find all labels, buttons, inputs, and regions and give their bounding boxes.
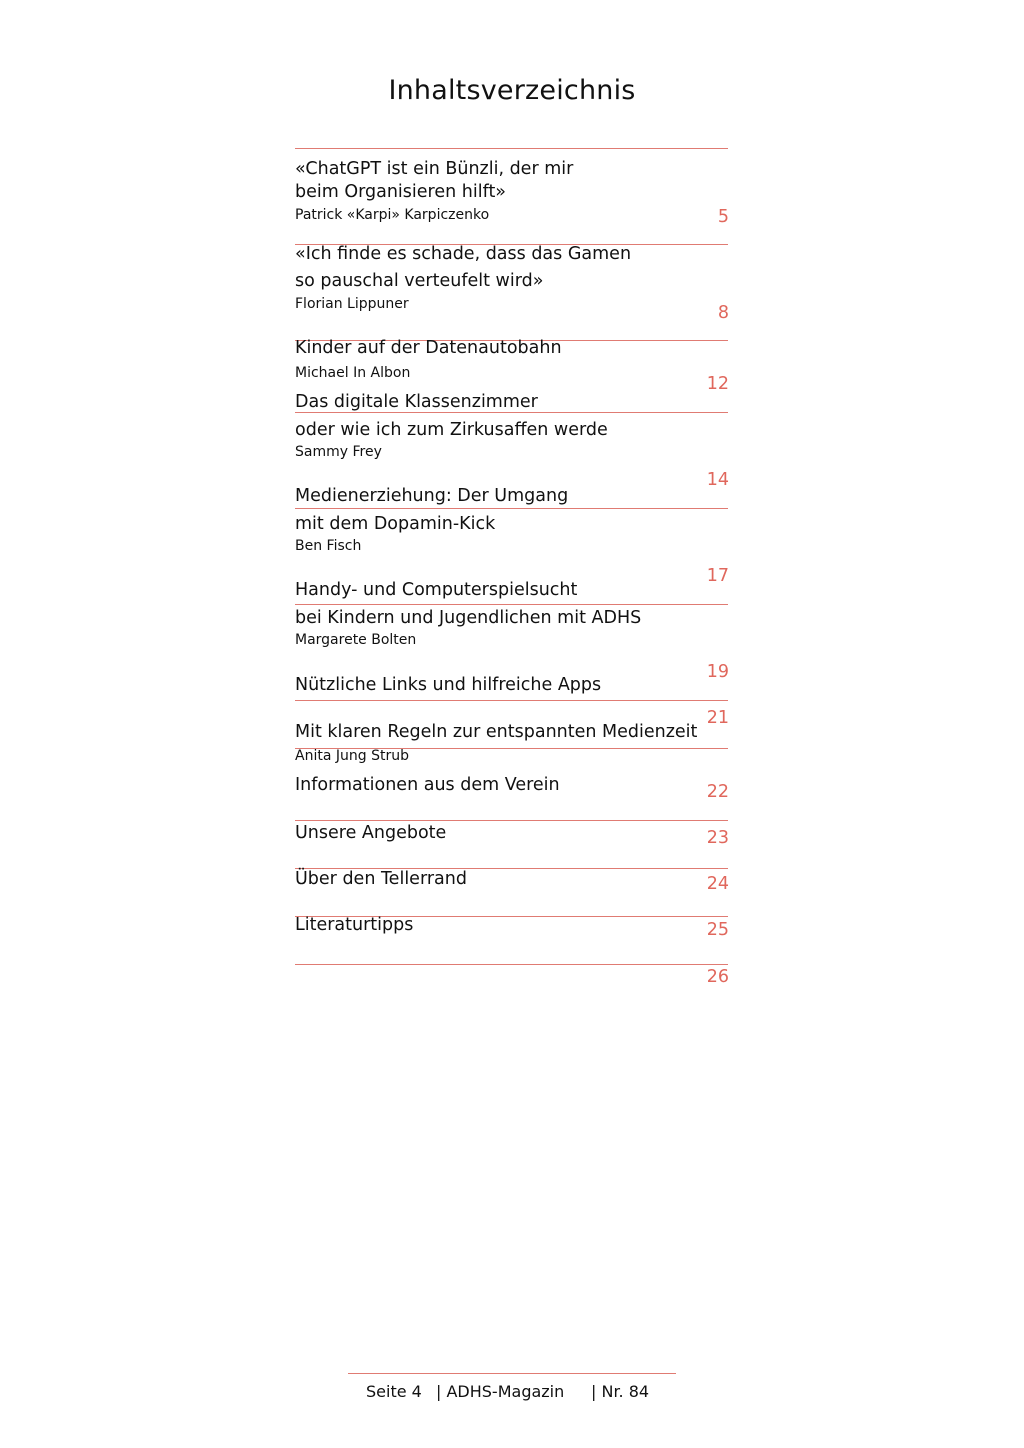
footer-issue: | Nr. 84 <box>591 1382 650 1401</box>
toc-entry-author: Patrick «Karpi» Karpiczenko <box>295 207 490 223</box>
toc-entry-page[interactable]: 22 <box>706 782 729 802</box>
divider <box>295 508 728 509</box>
toc-entry-page[interactable]: 12 <box>706 374 729 394</box>
divider <box>295 700 728 701</box>
toc-entry-page[interactable]: 14 <box>706 470 729 490</box>
footer-page-label: Seite 4 <box>366 1382 422 1401</box>
toc-entry-title[interactable]: Das digitale Klassenzimmer <box>295 392 538 412</box>
toc-entry-title[interactable]: beim Organisieren hilft» <box>295 182 507 202</box>
toc-entry-author: Anita Jung Strub <box>295 748 409 764</box>
toc-entry-title[interactable]: Medienerziehung: Der Umgang <box>295 486 569 506</box>
footer-magazine: | ADHS-Magazin <box>436 1382 565 1401</box>
toc-entry-title[interactable]: bei Kindern und Jugendlichen mit ADHS <box>295 608 642 628</box>
toc-entry-author: Sammy Frey <box>295 444 382 460</box>
footer-divider <box>348 1373 676 1374</box>
toc-entry-author: Ben Fisch <box>295 538 362 554</box>
page-title: Inhaltsverzeichnis <box>388 75 636 106</box>
toc-entry-title[interactable]: Nützliche Links und hilfreiche Apps <box>295 675 602 695</box>
toc-entry-author: Florian Lippuner <box>295 296 409 312</box>
toc-entry-page[interactable]: 21 <box>706 708 729 728</box>
divider <box>295 604 728 605</box>
toc-entry-page[interactable]: 24 <box>706 874 729 894</box>
toc-entry-page[interactable]: 26 <box>706 967 729 987</box>
toc-entry-title[interactable]: Kinder auf der Datenautobahn <box>295 338 562 358</box>
divider <box>295 964 728 965</box>
toc-entry-title[interactable]: «ChatGPT ist ein Bünzli, der mir <box>295 159 574 179</box>
toc-entry-title[interactable]: mit dem Dopamin-Kick <box>295 514 496 534</box>
toc-entry-title[interactable]: Handy- und Computerspielsucht <box>295 580 578 600</box>
toc-entry-title[interactable]: Unsere Angebote <box>295 823 447 843</box>
toc-entry-page[interactable]: 8 <box>717 303 729 323</box>
toc-entry-title[interactable]: Über den Tellerrand <box>295 869 467 889</box>
toc-entry-author: Margarete Bolten <box>295 632 417 648</box>
toc-entry-title[interactable]: Literaturtipps <box>295 915 414 935</box>
toc-entry-page[interactable]: 19 <box>706 662 729 682</box>
toc-entry-page[interactable]: 25 <box>706 920 729 940</box>
toc-entry-title[interactable]: Mit klaren Regeln zur entspannten Medienzeit <box>295 722 698 742</box>
toc-entry-title[interactable]: «Ich finde es schade, dass das Gamen <box>295 244 632 264</box>
toc-entry-author: Michael In Albon <box>295 365 411 381</box>
toc-entry-page[interactable]: 23 <box>706 828 729 848</box>
toc-entry-title[interactable]: so pauschal verteufelt wird» <box>295 271 544 291</box>
divider <box>295 148 728 149</box>
toc-entry-page[interactable]: 5 <box>717 207 729 227</box>
toc-entry-title[interactable]: oder wie ich zum Zirkusaffen werde <box>295 420 608 440</box>
toc-entry-title[interactable]: Informationen aus dem Verein <box>295 775 560 795</box>
toc-entry-page[interactable]: 17 <box>706 566 729 586</box>
